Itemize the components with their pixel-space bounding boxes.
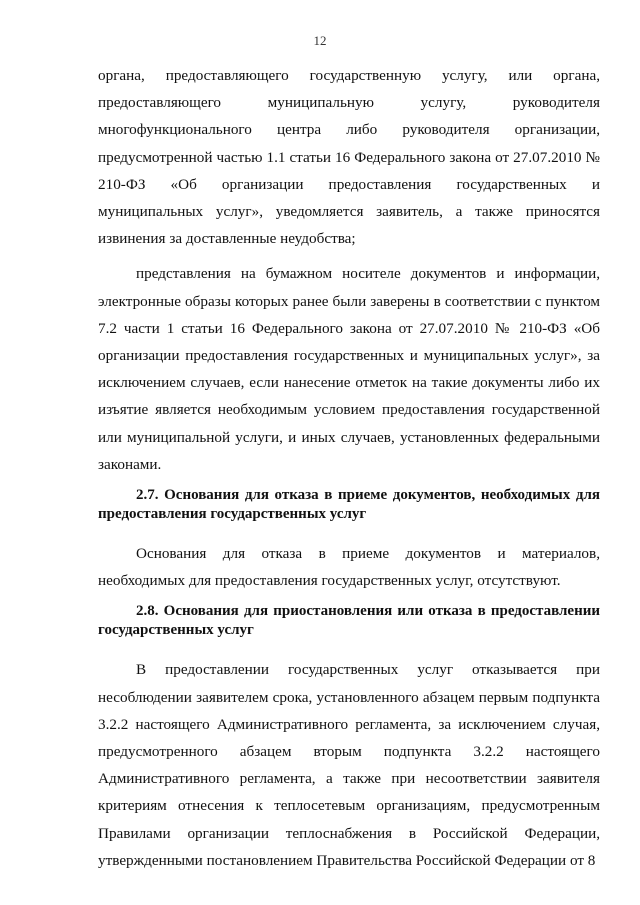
paragraph-continuation: органа, предоставляющего государственную услугу, или органа, предоставляющего муниципальную услугу, руководителя многофункционального центра либо руководителя организации, предусмотренной частью 1.1 статьи 16 Федерального закона от 27.07.2010 № 210-ФЗ «Об организации предоставления государственных и муниципальных услуг», уведомляется заявитель, а также приносятся извинения за доставленные неудобства; [98, 67, 600, 248]
page-number: 12 [313, 33, 327, 48]
document-body [98, 62, 600, 874]
paragraph-no-grounds: Основания для отказа в приеме документов и материалов, необходимых для предоставления государственных услуг, отсутствуют. [98, 545, 600, 590]
section-heading-2-8: 2.8. Основания для приостановления или отказа в предоставлении государственных услуг [98, 603, 600, 639]
paragraph-paper-documents: представления на бумажном носителе документов и информации, электронные образы которых ранее были заверены в соответствии с пунктом 7.2 части 1 статьи 16 Федерального закона от 27.07.2010 № 210-ФЗ «Об организации предоставления государственных и муниципальных услуг», за исключением случаев, если нанесение отметок на такие документы либо их изъятие является необходимым условием предоставления государственной или муниципальной услуги, и иных случаев, установленных федеральными законами. [98, 265, 600, 473]
paragraph-refusal-conditions: В предоставлении государственных услуг отказывается при несоблюдении заявителем срока, установленного абзацем первым подпункта 3.2.2 настоящего Административного регламента, за исключением случая, предусмотренного абзацем вторым подпункта 3.2.2 настоящего Административного регламента, а также при несоответствии заявителя критериям отнесения к теплосетевым организациям, предусмотренным Правилами организации теплоснабжения в Российской Федерации, утвержденными постановлением Правительства Российской Федерации от 8 [98, 661, 600, 869]
section-heading-2-7: 2.7. Основания для отказа в приеме документов, необходимых для предоставления государственных услуг [98, 487, 600, 523]
